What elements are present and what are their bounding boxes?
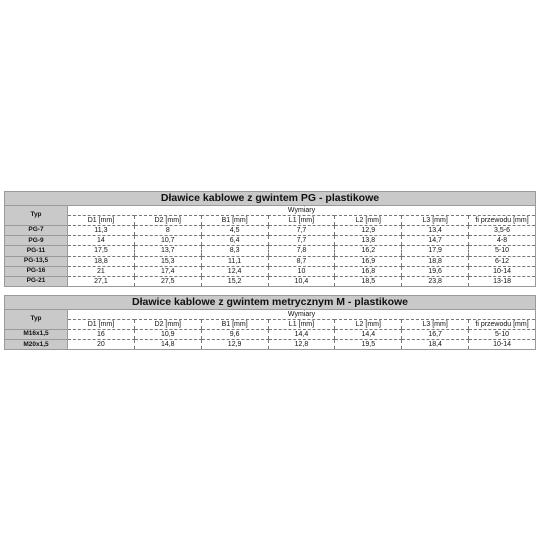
value-cell: 9,6 xyxy=(201,330,268,340)
value-cell: 15,3 xyxy=(134,256,201,266)
table-row xyxy=(5,256,536,266)
value-cell: 11,3 xyxy=(68,226,135,236)
value-cell: 4-8 xyxy=(469,236,536,246)
value-cell: 13,8 xyxy=(335,236,402,246)
table-row xyxy=(5,266,536,276)
value-cell: 4,5 xyxy=(201,226,268,236)
value-cell: 23,8 xyxy=(402,276,469,286)
row-type-cell: PG-21 xyxy=(5,276,68,286)
metric-gland-table xyxy=(4,295,536,350)
value-cell: 16 xyxy=(68,330,135,340)
value-cell: 16,8 xyxy=(335,266,402,276)
value-cell: 13-18 xyxy=(469,276,536,286)
value-cell: 19,5 xyxy=(335,340,402,350)
value-cell: 17,9 xyxy=(402,246,469,256)
row-type-cell: PG-9 xyxy=(5,236,68,246)
table-body xyxy=(5,296,536,350)
table-title: Dławice kablowe z gwintem PG - plastikowe xyxy=(5,192,536,206)
value-cell: 11,1 xyxy=(201,256,268,266)
table-row xyxy=(5,246,536,256)
value-cell: 5-10 xyxy=(469,330,536,340)
value-cell: 18,8 xyxy=(68,256,135,266)
value-cell: 27,5 xyxy=(134,276,201,286)
value-cell: 20 xyxy=(68,340,135,350)
value-cell: 16,7 xyxy=(402,330,469,340)
value-cell: 10-14 xyxy=(469,340,536,350)
value-cell: 3,5-6 xyxy=(469,226,536,236)
column-header: L1 [mm] xyxy=(268,216,335,226)
value-cell: 13,7 xyxy=(134,246,201,256)
column-header: D1 [mm] xyxy=(68,216,135,226)
column-header: fi przewodu [mm] xyxy=(469,320,536,330)
value-cell: 14,8 xyxy=(134,340,201,350)
column-header: fi przewodu [mm] xyxy=(469,216,536,226)
value-cell: 16,9 xyxy=(335,256,402,266)
value-cell: 21 xyxy=(68,266,135,276)
column-header: L3 [mm] xyxy=(402,320,469,330)
row-type-cell: M16x1,5 xyxy=(5,330,68,340)
row-type-cell: PG-11 xyxy=(5,246,68,256)
value-cell: 16,2 xyxy=(335,246,402,256)
column-header: D2 [mm] xyxy=(134,320,201,330)
dimensions-header: Wymiary xyxy=(68,206,536,216)
value-cell: 18,8 xyxy=(402,256,469,266)
value-cell: 18,4 xyxy=(402,340,469,350)
column-header: D1 [mm] xyxy=(68,320,135,330)
typ-header: Typ xyxy=(5,310,68,330)
value-cell: 10,9 xyxy=(134,330,201,340)
value-cell: 8,7 xyxy=(268,256,335,266)
value-cell: 10,7 xyxy=(134,236,201,246)
value-cell: 14,4 xyxy=(268,330,335,340)
pg-gland-table xyxy=(4,191,536,287)
value-cell: 12,8 xyxy=(268,340,335,350)
row-type-cell: PG-16 xyxy=(5,266,68,276)
column-header: L2 [mm] xyxy=(335,320,402,330)
table-row xyxy=(5,236,536,246)
dimensions-header: Wymiary xyxy=(68,310,536,320)
column-header: L1 [mm] xyxy=(268,320,335,330)
value-cell: 12,9 xyxy=(335,226,402,236)
value-cell: 10-14 xyxy=(469,266,536,276)
table-row xyxy=(5,340,536,350)
table-row xyxy=(5,276,536,286)
row-type-cell: PG-13,5 xyxy=(5,256,68,266)
value-cell: 17,4 xyxy=(134,266,201,276)
value-cell: 7,7 xyxy=(268,236,335,246)
value-cell: 8,3 xyxy=(201,246,268,256)
value-cell: 7,8 xyxy=(268,246,335,256)
row-type-cell: M20x1,5 xyxy=(5,340,68,350)
column-header: D2 [mm] xyxy=(134,216,201,226)
column-header: B1 [mm] xyxy=(201,216,268,226)
value-cell: 6-12 xyxy=(469,256,536,266)
value-cell: 18,5 xyxy=(335,276,402,286)
value-cell: 14,7 xyxy=(402,236,469,246)
value-cell: 13,4 xyxy=(402,226,469,236)
value-cell: 10 xyxy=(268,266,335,276)
table-row xyxy=(5,330,536,340)
typ-header: Typ xyxy=(5,206,68,226)
value-cell: 10,4 xyxy=(268,276,335,286)
value-cell: 15,2 xyxy=(201,276,268,286)
value-cell: 8 xyxy=(134,226,201,236)
value-cell: 7,7 xyxy=(268,226,335,236)
column-header: L2 [mm] xyxy=(335,216,402,226)
column-header: L3 [mm] xyxy=(402,216,469,226)
value-cell: 14 xyxy=(68,236,135,246)
table-row xyxy=(5,226,536,236)
value-cell: 27,1 xyxy=(68,276,135,286)
value-cell: 12,9 xyxy=(201,340,268,350)
value-cell: 17,5 xyxy=(68,246,135,256)
value-cell: 19,6 xyxy=(402,266,469,276)
value-cell: 5-10 xyxy=(469,246,536,256)
value-cell: 12,4 xyxy=(201,266,268,276)
table-body xyxy=(5,192,536,287)
row-type-cell: PG-7 xyxy=(5,226,68,236)
column-header: B1 [mm] xyxy=(201,320,268,330)
table-title: Dławice kablowe z gwintem metrycznym M - plastikowe xyxy=(5,296,536,310)
value-cell: 14,4 xyxy=(335,330,402,340)
value-cell: 6,4 xyxy=(201,236,268,246)
